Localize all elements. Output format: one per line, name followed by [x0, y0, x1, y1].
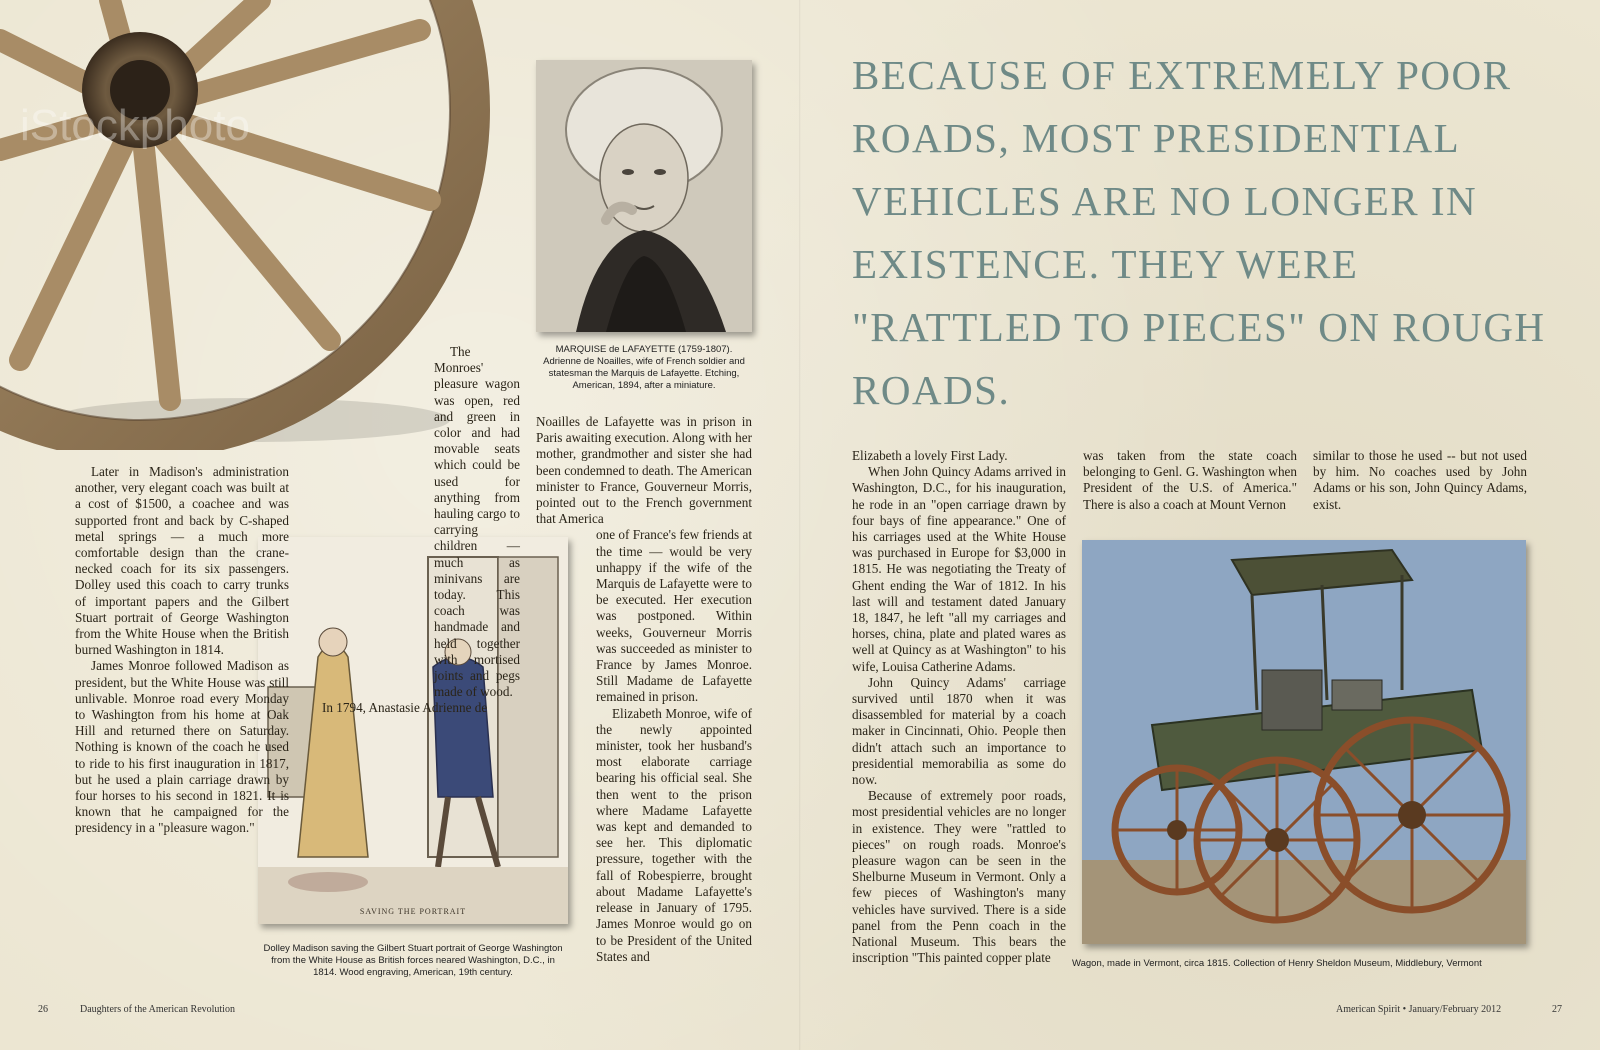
paragraph: In 1794, Anastasie Adrienne de [322, 700, 488, 716]
paragraph: similar to those he used -- but not used by him. No coaches used by John Adams or his son, John Quincy Adams, exist. [1313, 448, 1527, 512]
paragraph: Because of extremely poor roads, most presidential vehicles are no longer in existence. They were "rattled to pieces" on rough roads. Monroe's pleasure wagon can be seen in the Shelburne Museum in Vermont. Only a few pieces of Washington's many vehicles have survived. There is a side panel from the Penn coach in the National Museum. This bears the inscription "This painted copper plate [852, 788, 1066, 966]
paragraph: When John Quincy Adams arrived in Washington, D.C., for his inauguration, he rode in an "open carriage drawn by four bays of fine appearance." One of his carriages used at the White House was purchased in Europe for $3,000 in 1815. He was negotiating the Treaty of Ghent ending the War of 1812. In his last will and testament dated January 18, 1847, he left "all my carriages and horses, china, plate and plated wares as well at Quincy as at Washington" to his wife, Louisa Catherine Adams. [852, 464, 1066, 674]
pull-quote: BECAUSE OF EXTREMELY POOR ROADS, MOST PRESIDENTIAL VEHICLES ARE NO LONGER IN EXISTENCE. THEY WERE "RATTLED TO PIECES" ON ROUGH ROADS. [852, 52, 1546, 413]
paragraph: was taken from the state coach belonging to Genl. G. Washington when President of the U.S. of America." There is also a coach at Mount Vernon [1083, 448, 1297, 512]
vermont-wagon-photo [1082, 540, 1526, 944]
paragraph: one of France's few friends at the time — would be very unhappy if the wife of the Marquis de Lafayette were to be executed. Her execution was postponed. Within weeks, Gouverneur Morris was succeeded as minister to France by James Monroe. Still Madame de Lafayette remained in prison. [596, 527, 752, 705]
left-column-1 [75, 464, 289, 837]
left-column-2 [306, 344, 520, 717]
paragraph: Elizabeth Monroe, wife of the newly appointed minister, took her husband's most elaborate carriage bearing his official seal. She then went to the prison where Madame Lafayette was kept and demanded to see her. This diplomatic pressure, together with the fall of Robespierre, brought about Madame Lafayette's release in January of 1795. James Monroe would go on to be President of the United States and [596, 705, 752, 964]
watermark-text: iStockphoto [20, 101, 250, 150]
paragraph: The Monroes' pleasure wagon was open, red and green in color and had movable seats which could be used for anything from hauling cargo to carrying children — much as minivans are today. This coach was handmade and held together with mortised joints and pegs made of wood. [434, 344, 520, 700]
page-number-right: 27 [1552, 1004, 1562, 1015]
right-column-2 [1083, 448, 1297, 513]
footer-publication-right: American Spirit • January/February 2012 [1336, 1004, 1502, 1015]
right-column-3 [1313, 448, 1527, 513]
engraving-inscription: SAVING THE PORTRAIT [359, 907, 467, 916]
page-number-left: 26 [38, 1004, 48, 1015]
wagon-caption: Wagon, made in Vermont, circa 1815. Collection of Henry Sheldon Museum, Middlebury, Vermont [1072, 958, 1482, 969]
portrait-caption: MARQUISE de LAFAYETTE (1759-1807). Adrienne de Noailles, wife of French soldier and statesman the Marquis de Lafayette. Etching, American, 1894, after a miniature. [543, 344, 745, 391]
paragraph: James Monroe followed Madison as president, but the White House was still unlivable. Monroe road every Monday to Washington from his home at Oak Hill and returned there on Saturday. Nothing is known of the coach he used to ride to his first inauguration in 1817, but he used a plain carriage drawn by four horses to his second in 1821. It is known that he campaigned for the presidency in a "pleasure wagon." [75, 658, 289, 836]
engraving-caption: Dolley Madison saving the Gilbert Stuart portrait of George Washington from the White House as British forces neared Washington, D.C., in 1814. Wood engraving, American, 19th century. [263, 943, 563, 978]
paragraph: Noailles de Lafayette was in prison in Paris awaiting execution. Along with her mother, grandmother and sister she had been condemned to death. The American minister to France, Gouverneur Morris, pointed out to the French government that America [536, 414, 752, 527]
right-column-1 [852, 448, 1066, 967]
paragraph: Elizabeth a lovely First Lady. [852, 448, 1008, 463]
footer-publication-left: Daughters of the American Revolution [80, 1004, 235, 1015]
paragraph: John Quincy Adams' carriage survived until 1870 when it was disassembled for material by a coach maker in Cincinnati, Ohio. People then didn't attach such an importance to presidential memorabilia as some do now. [852, 674, 1066, 788]
paragraph: Later in Madison's administration another, very elegant coach was built at a cost of $1500, a coachee and was supported front and back by C-shaped metal springs — a much more comfortable design than the crane-necked coach for its six passengers. Dolley used this coach to carry trunks of important papers and the Gilbert Stuart portrait of George Washington from the White House when the British burned Washington in 1814. [75, 464, 289, 658]
lafayette-portrait-image [536, 60, 752, 332]
left-column-3 [536, 414, 752, 965]
